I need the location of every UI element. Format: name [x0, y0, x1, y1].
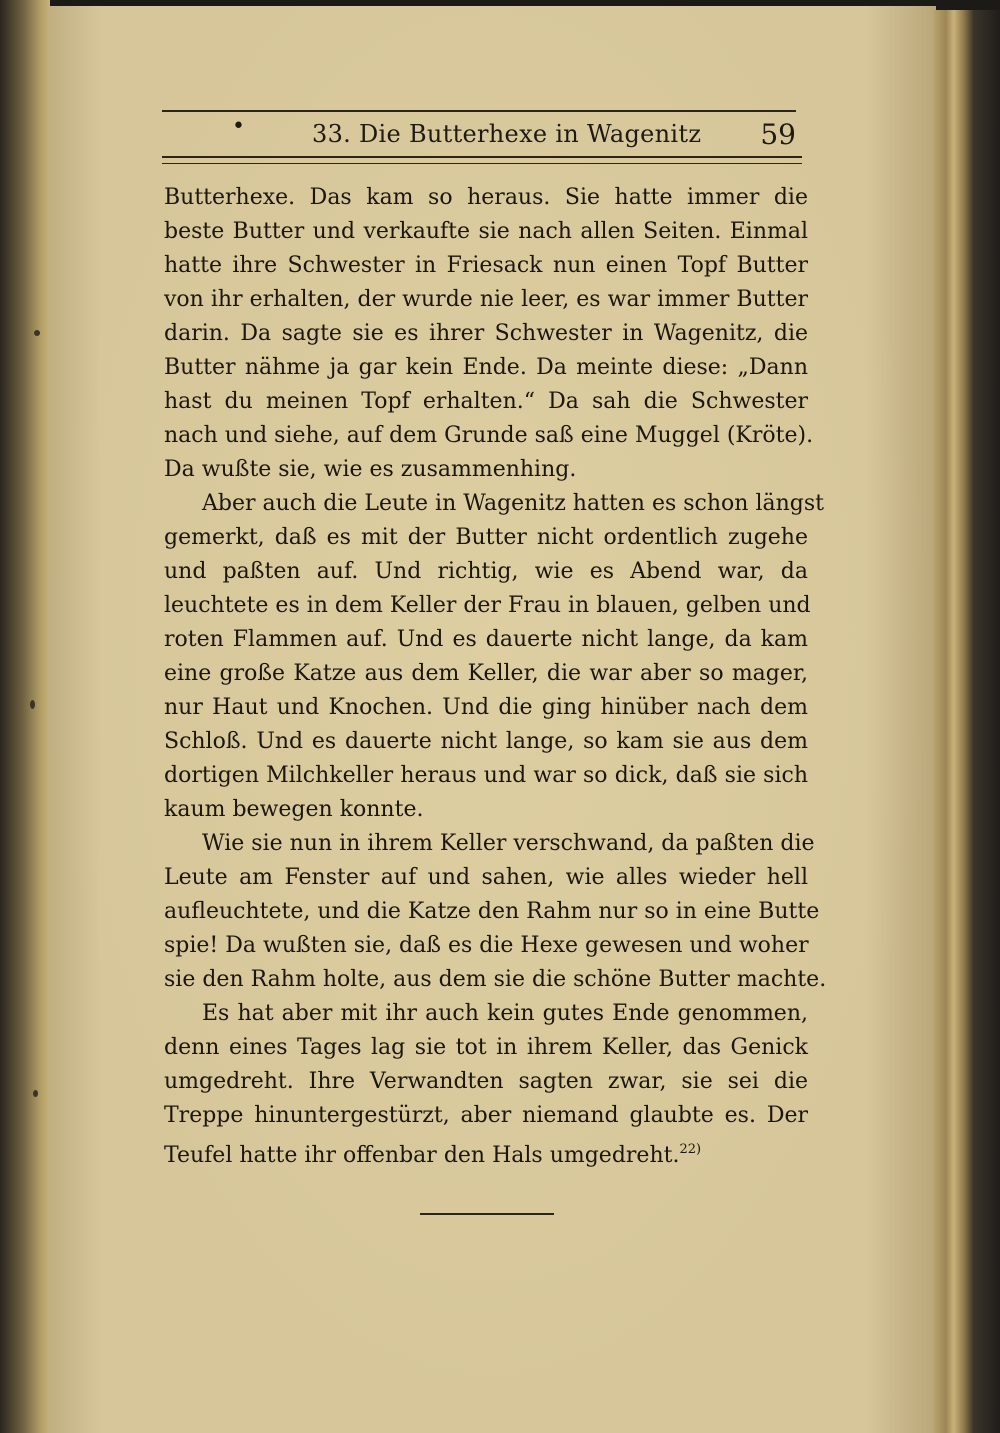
page-edges [934, 10, 1000, 1433]
text-line: hatte ihre Schwester in Friesack nun einen Topf Butter [164, 253, 808, 278]
text-line: dortigen Milchkeller heraus und war so dick, daß sie sich [164, 763, 808, 788]
text-line: roten Flammen auf. Und es dauerte nicht lange, da kam [164, 627, 808, 652]
text-line: Leute am Fenster auf und sahen, wie alles wieder hell [164, 865, 808, 890]
text-line: Wie sie nun in ihrem Keller verschwand, da paßten die [202, 831, 815, 856]
text-line: kaum bewegen konnte. [164, 797, 424, 822]
text-line: beste Butter und verkaufte sie nach allen Seiten. Einmal [164, 219, 808, 244]
text-line: umgedreht. Ihre Verwandten sagten zwar, sie sei die [164, 1069, 808, 1094]
text-line: nach und siehe, auf dem Grunde saß eine Muggel (Kröte). [164, 423, 814, 448]
text-line: aufleuchtete, und die Katze den Rahm nur so in eine Butte [164, 899, 820, 924]
text-line: hast du meinen Topf erhalten.“ Da sah die Schwester [164, 389, 808, 414]
text-line: Es hat aber mit ihr auch kein gutes Ende genommen, [202, 1001, 808, 1026]
paragraph-4 [164, 997, 808, 1167]
page-number: 59 [760, 118, 796, 151]
text-line: Schloß. Und es dauerte nicht lange, so kam sie aus dem [164, 729, 808, 754]
text-line: eine große Katze aus dem Keller, die war aber so mager, [164, 661, 808, 686]
text-line: spie! Da wußten sie, daß es die Hexe gewesen und woher [164, 933, 809, 958]
chapter-end-rule [420, 1213, 554, 1215]
body-text [164, 181, 827, 1168]
text-line: Da wußte sie, wie es zusammenhing. [164, 457, 577, 482]
paper-speck [30, 700, 35, 709]
text-line: Treppe hinuntergestürzt, aber niemand glaubte es. Der [164, 1103, 808, 1128]
text-line: Butter nähme ja gar kein Ende. Da meinte diese: „Dann [164, 355, 808, 380]
text-line: gemerkt, daß es mit der Butter nicht ordentlich zugehe [164, 525, 808, 550]
footnote-reference: 22) [679, 1142, 702, 1157]
text-line: nur Haut und Knochen. Und die ging hinüber nach dem [164, 695, 808, 720]
text-line: von ihr erhalten, der wurde nie leer, es war immer Butter [164, 287, 808, 312]
text-line-content: Teufel hatte ihr offenbar den Hals umgedreht. [164, 1143, 680, 1168]
text-line: darin. Da sagte sie es ihrer Schwester in Wagenitz, die [164, 321, 808, 346]
running-header [162, 112, 802, 156]
paper-speck [34, 330, 40, 336]
text-line: denn eines Tages lag sie tot in ihrem Keller, das Genick [164, 1035, 808, 1060]
book-gutter [0, 0, 50, 1433]
header-marker: • [232, 114, 245, 139]
text-line: sie den Rahm holte, aus dem sie die schöne Butter machte. [164, 967, 827, 992]
text-line: leuchtete es in dem Keller der Frau in blauen, gelben und [164, 593, 811, 618]
text-line: und paßten auf. Und richtig, wie es Abend war, da [164, 559, 808, 584]
text-line: Aber auch die Leute in Wagenitz hatten es schon längst [202, 491, 824, 516]
paper-speck [33, 1090, 38, 1097]
paragraph-1 [164, 181, 814, 487]
header-rule-bottom [162, 156, 802, 164]
text-line [164, 1133, 808, 1167]
paragraph-3 [164, 827, 827, 997]
paragraph-2 [164, 487, 824, 827]
running-title: 33. Die Butterhexe in Wagenitz [312, 120, 702, 148]
text-line: Butterhexe. Das kam so heraus. Sie hatte immer die [164, 185, 808, 210]
